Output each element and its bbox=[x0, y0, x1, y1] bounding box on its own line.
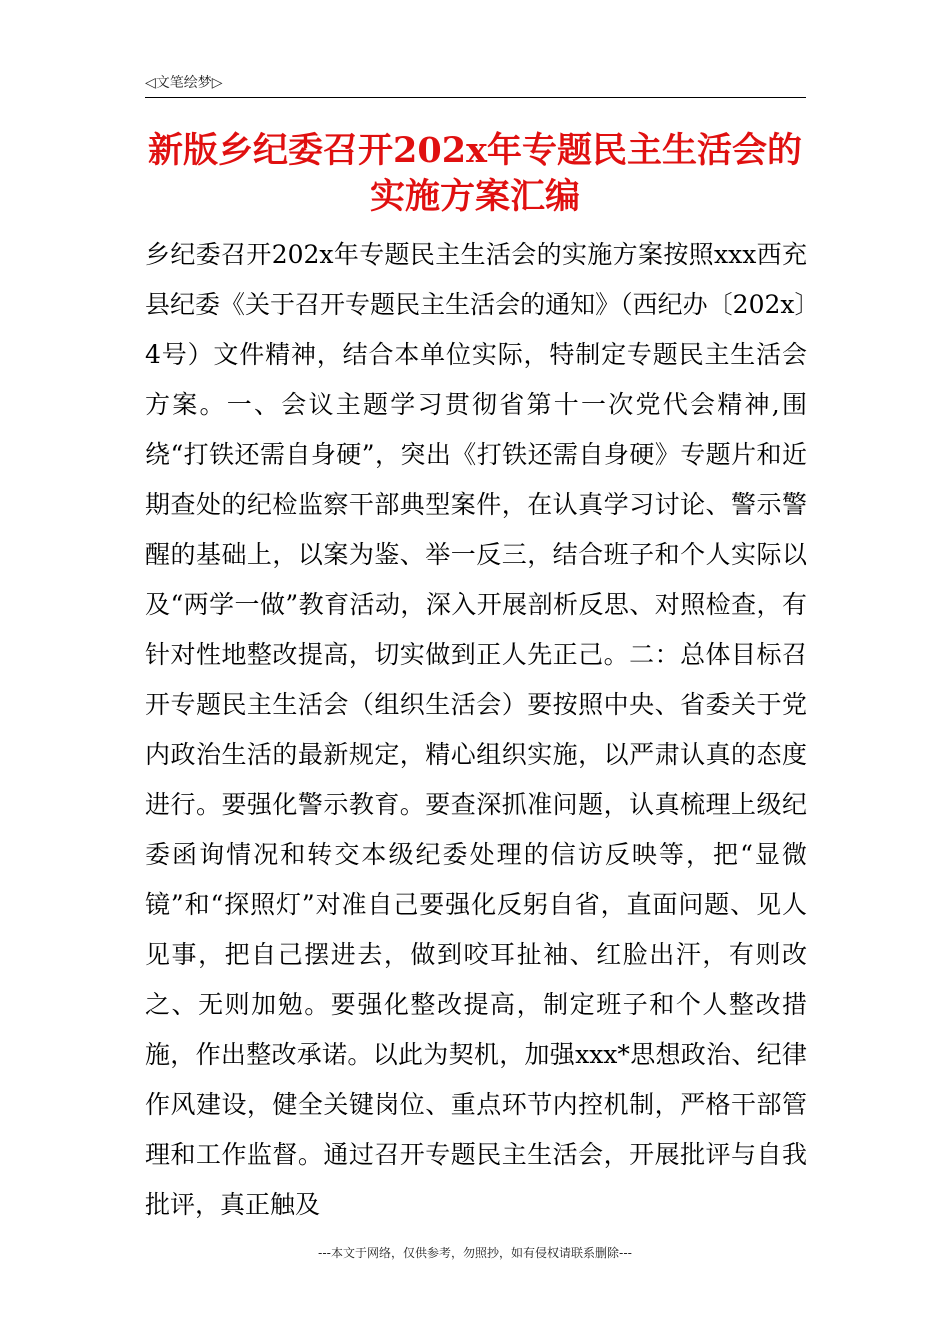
document-title: 新版乡纪委召开202x年专题民主生活会的实施方案汇编 bbox=[148, 130, 802, 217]
header-rule bbox=[145, 97, 806, 98]
page-footer: ---本文于网络，仅供参考，勿照抄，如有侵权请联系删除--- bbox=[318, 1246, 632, 1260]
page-header: ◁文笔绘梦▷ bbox=[145, 75, 223, 91]
document-body: 乡纪委召开202x年专题民主生活会的实施方案按照xxx西充县纪委《关于召开专题民主生活会的通知》（西纪办〔202x〕4号）文件精神，结合本单位实际，特制定专题民主生活会方案。一、会议主题学习贯彻省第十一次党代会精神,围绕“打铁还需自身硬”，突出《打铁还需自身硬》专题片和近期查处的纪检监察干部典型案件，在认真学习讨论、警示警醒的基础上，以案为鉴、举一反三，结合班子和个人实际以及“两学一做”教育活动，深入开展剖析反思、对照检查，有针对性地整改提高，切实做到正人先正己。二：总体目标召开专题民主生活会（组织生活会）要按照中央、省委关于党内政治生活的最新规定，精心组织实施，以严肃认真的态度进行。要强化警示教育。要查深抓准问题，认真梳理上级纪委函询情况和转交本级纪委处理的信访反映等，把“显微镜”和“探照灯”对准自己要强化反躬自省，直面问题、见人见事，把自己摆进去，做到咬耳扯袖、红脸出汗，有则改之、无则加勉。要强化整改提高，制定班子和个人整改措施，作出整改承诺。以此为契机，加强xxx*思想政治、纪律作风建设，健全关键岗位、重点环节内控机制，严格干部管理和工作监督。通过召开专题民主生活会，开展批评与自我批评，真正触及 bbox=[145, 240, 807, 1219]
